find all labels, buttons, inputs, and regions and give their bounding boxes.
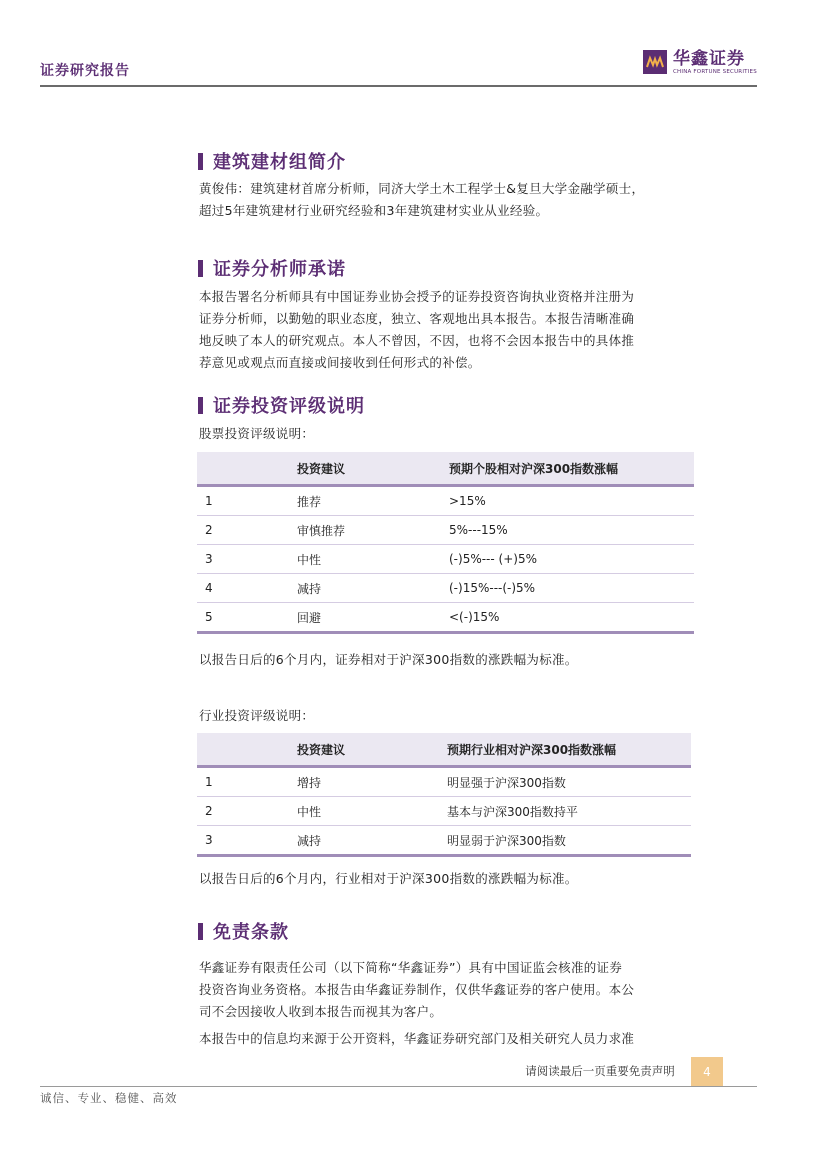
text-line: 华鑫证券有限责任公司（以下简称“华鑫证券”）具有中国证监会核准的证券 [199,960,623,975]
intro-paragraph [199,178,699,222]
cell-advice: 减持 [297,826,447,856]
cell-index: 4 [197,574,297,603]
heading-text: 建筑建材组简介 [213,152,346,173]
text-line: 超过5年建筑建材行业研究经验和3年建筑建材实业从业经验。 [199,203,549,218]
cell-expected: 明显弱于沪深300指数 [447,826,691,856]
heading-bar [198,923,203,940]
text-line: 黄俊伟：建筑建材首席分析师，同济大学土木工程学士&复旦大学金融学硕士， [199,181,645,196]
cell-index: 2 [197,797,297,826]
industry-rating-label: 行业投资评级说明： [199,708,315,723]
col-header-index [197,452,297,486]
table-row [197,516,694,545]
heading-bar [198,153,203,170]
heading-text: 免责条款 [213,922,289,943]
table-header-row [197,733,691,767]
logo-cn-text: 华鑫证券 [673,49,745,69]
footer-divider [40,1086,757,1087]
table-row [197,603,694,633]
cell-index: 1 [197,486,297,516]
text-line: 投资咨询业务资格。本报告由华鑫证券制作，仅供华鑫证券的客户使用。本公 [199,982,635,997]
col-header-index [197,733,297,767]
cell-advice: 中性 [297,545,449,574]
stock-rating-label: 股票投资评级说明： [199,426,315,441]
section-heading-promise [198,255,346,281]
text-line: 本报告署名分析师具有中国证券业协会授予的证券投资咨询执业资格并注册为 [199,289,635,304]
stock-rating-table [197,452,694,634]
cell-advice: 增持 [297,767,447,797]
cell-index: 2 [197,516,297,545]
col-header-expected: 预期行业相对沪深300指数涨幅 [447,733,691,767]
text-line: 地反映了本人的研究观点。本人不曾因，不因，也将不会因本报告中的具体推 [199,333,635,348]
cell-advice: 减持 [297,574,449,603]
cell-index: 1 [197,767,297,797]
heading-text: 证券投资评级说明 [213,396,365,417]
text-line: 司不会因接收人收到本报告而视其为客户。 [199,1004,443,1019]
cell-expected: 基本与沪深300指数持平 [447,797,691,826]
disclaimer-paragraph-1 [199,957,699,1023]
stock-rating-note: 以报告日后的6个月内，证券相对于沪深300指数的涨跌幅为标准。 [199,652,578,667]
cell-expected: 明显强于沪深300指数 [447,767,691,797]
industry-rating-table [197,733,691,857]
logo-mark-icon [643,50,667,74]
cell-expected: (-)15%---(-)5% [449,574,694,603]
text-line: 证券分析师，以勤勉的职业态度，独立、客观地出具本报告。本报告清晰准确 [199,311,635,326]
cell-index: 3 [197,545,297,574]
heading-text: 证券分析师承诺 [213,259,346,280]
cell-advice: 中性 [297,797,447,826]
col-header-expected: 预期个股相对沪深300指数涨幅 [449,452,694,486]
table-row [197,545,694,574]
cell-advice: 回避 [297,603,449,633]
table-row [197,486,694,516]
industry-rating-note: 以报告日后的6个月内，行业相对于沪深300指数的涨跌幅为标准。 [199,871,578,886]
section-heading-intro [198,148,346,174]
cell-advice: 推荐 [297,486,449,516]
heading-bar [198,260,203,277]
cell-expected: >15% [449,486,694,516]
page-number: 4 [691,1057,723,1087]
cell-index: 3 [197,826,297,856]
cell-expected: (-)5%--- (+)5% [449,545,694,574]
cell-advice: 审慎推荐 [297,516,449,545]
section-heading-disclaimer [198,918,289,944]
cell-expected: <(-)15% [449,603,694,633]
text-line: 荐意见或观点而直接或间接收到任何形式的补偿。 [199,355,481,370]
disclaimer-paragraph-2: 本报告中的信息均来源于公开资料，华鑫证券研究部门及相关研究人员力求准 [199,1031,635,1046]
heading-bar [198,397,203,414]
promise-paragraph [199,286,699,374]
table-row [197,574,694,603]
col-header-advice: 投资建议 [297,733,447,767]
cell-index: 5 [197,603,297,633]
col-header-advice: 投资建议 [297,452,449,486]
logo-en-text: CHINA FORTUNE SECURITIES [673,69,757,75]
company-logo [643,50,757,80]
table-header-row [197,452,694,486]
header-divider [40,85,757,87]
table-row [197,767,691,797]
cell-expected: 5%---15% [449,516,694,545]
footer-slogan: 诚信、专业、稳健、高效 [40,1091,178,1105]
report-type-title: 证券研究报告 [40,63,130,79]
table-row [197,826,691,856]
table-row [197,797,691,826]
section-heading-rating [198,392,365,418]
footer-disclaimer-note: 请阅读最后一页重要免责声明 [525,1064,675,1078]
